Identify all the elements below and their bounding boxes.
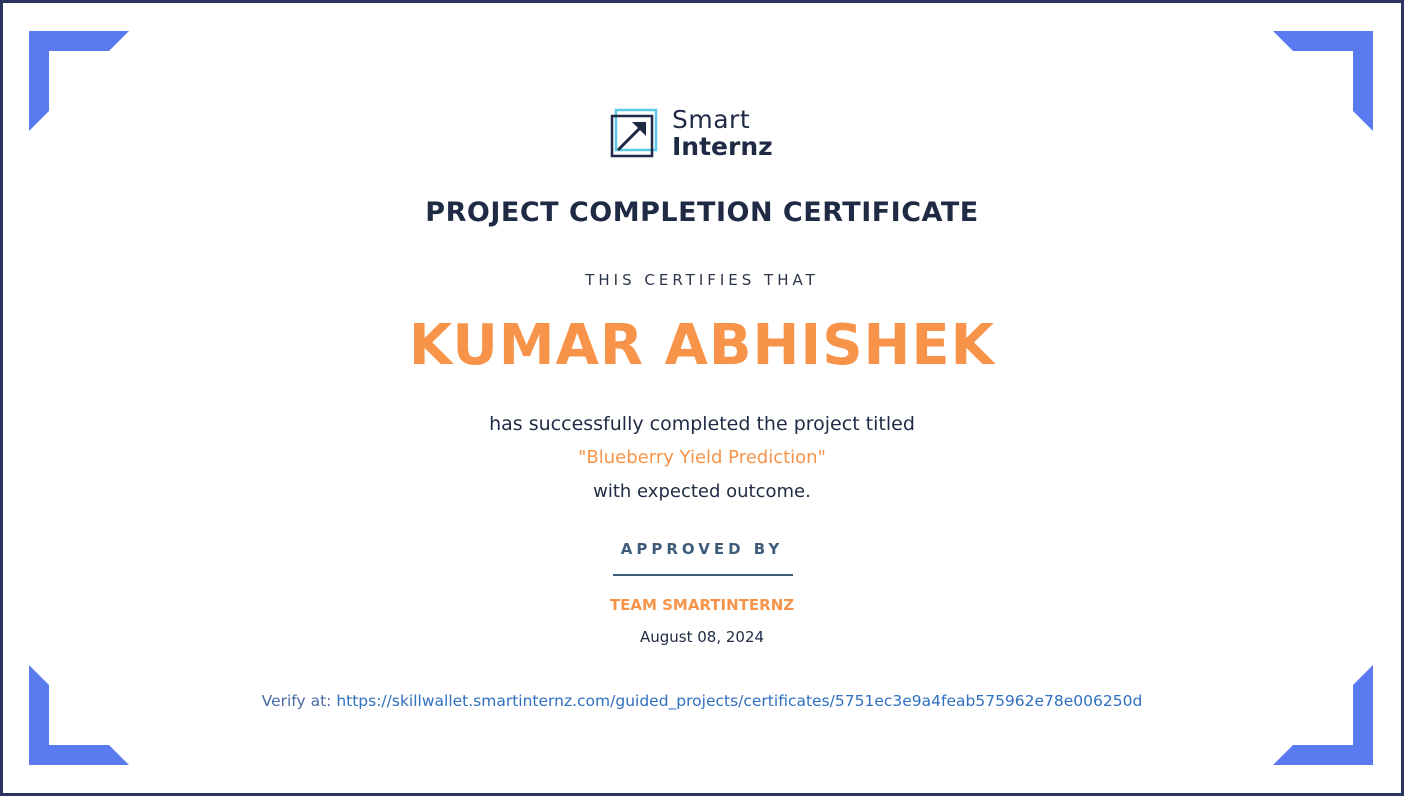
project-title: "Blueberry Yield Prediction" xyxy=(578,447,826,468)
outcome-statement: with expected outcome. xyxy=(593,481,811,502)
corner-top-left xyxy=(29,31,129,131)
verify-line xyxy=(3,692,1401,710)
certifies-label: THIS CERTIFIES THAT xyxy=(585,271,819,289)
smartinternz-logo xyxy=(608,103,808,163)
completion-statement: has successfully completed the project titled xyxy=(489,413,915,435)
approved-by-label: APPROVED BY xyxy=(620,540,784,558)
issue-date: August 08, 2024 xyxy=(639,628,765,646)
signature-line xyxy=(613,574,793,576)
logo-text xyxy=(672,107,773,159)
certificate-title: PROJECT COMPLETION CERTIFICATE xyxy=(425,197,979,228)
corner-bottom-right xyxy=(1273,665,1373,765)
corner-top-right xyxy=(1273,31,1373,131)
corner-bottom-left xyxy=(29,665,129,765)
approver-team: TEAM SMARTINTERNZ xyxy=(609,596,795,614)
verify-label: Verify at: xyxy=(261,692,332,710)
logo-text-internz: Internz xyxy=(672,132,773,161)
certificate-content xyxy=(3,3,1401,793)
recipient-name: KUMAR ABHISHEK xyxy=(408,313,996,378)
logo-text-smart: Smart xyxy=(672,105,751,134)
verify-link[interactable]: https://skillwallet.smartinternz.com/guided_projects/certificates/5751ec3e9a4feab575962e78e006250d xyxy=(336,692,1143,710)
smartinternz-logo-icon xyxy=(608,106,662,160)
